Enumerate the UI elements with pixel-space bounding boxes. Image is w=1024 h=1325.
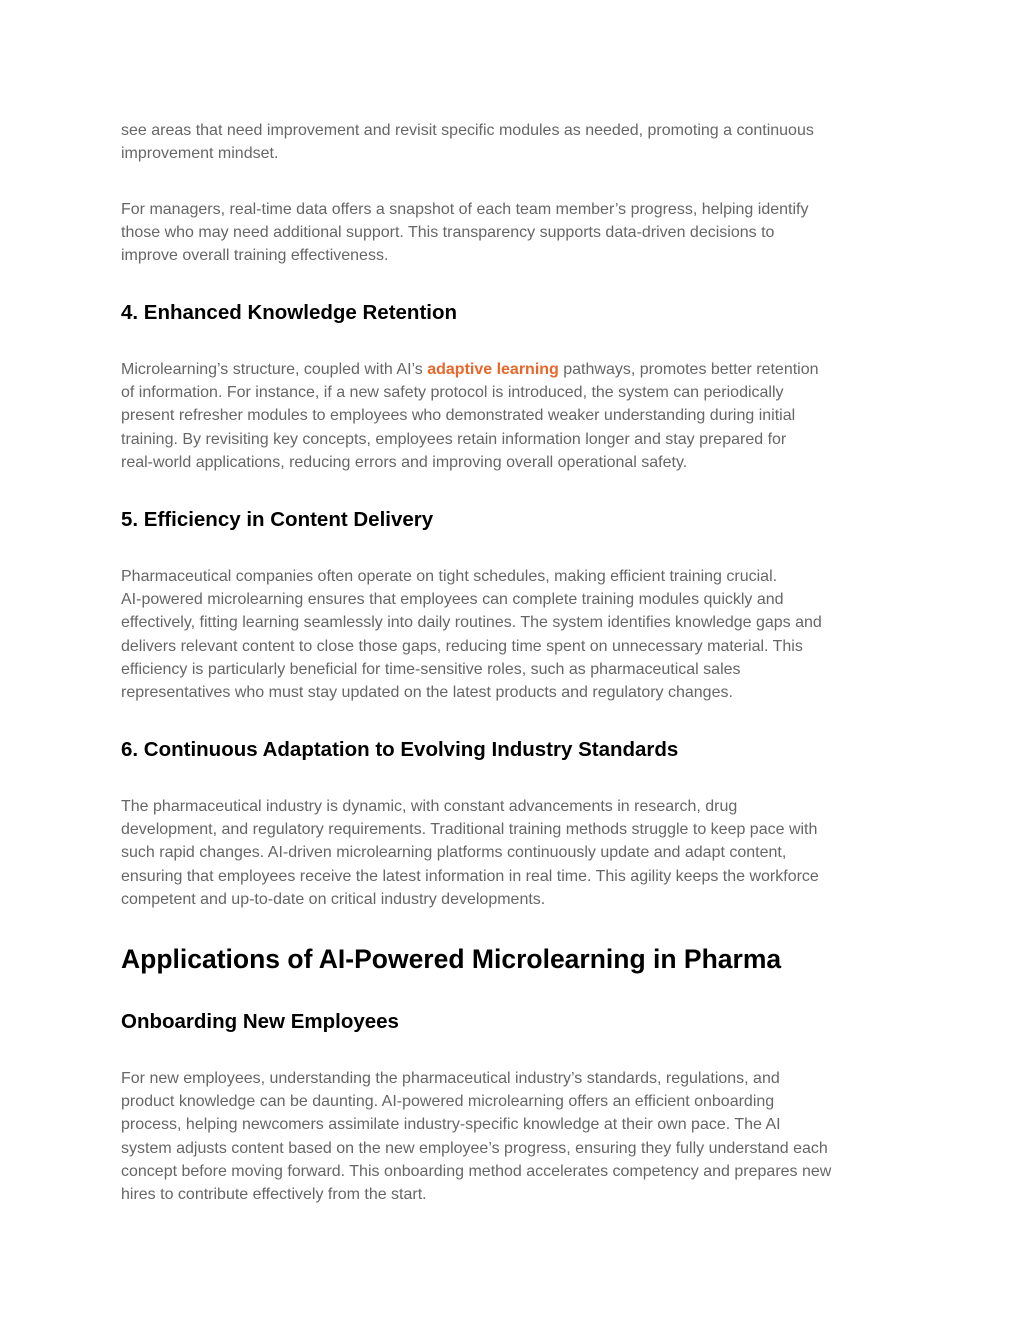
text-line: concept before moving forward. This onboarding method accelerates competency and prepares new — [121, 1162, 832, 1180]
text-line: those who may need additional support. This transparency supports data-driven decisions to — [121, 224, 775, 242]
text-line: delivers relevant content to close those gaps, reducing time spent on unnecessary material. This — [121, 637, 803, 655]
text-line: For managers, real-time data offers a snapshot of each team member’s progress, helping identify — [121, 201, 809, 218]
text-line: representatives who must stay updated on the latest products and regulatory changes. — [121, 684, 733, 702]
paragraph-industry-standards — [121, 795, 906, 911]
text-line: of information. For instance, if a new safety protocol is introduced, the system can periodically — [121, 384, 784, 402]
heading-applications: Applications of AI-Powered Microlearning in Pharma — [121, 944, 782, 974]
text-line: training. By revisiting key concepts, employees retain information longer and stay prepared for — [121, 430, 787, 448]
paragraph-knowledge-retention — [121, 358, 906, 474]
text-line: competent and up-to-date on critical industry developments. — [121, 890, 546, 908]
text-line: For new employees, understanding the pharmaceutical industry’s standards, regulations, and — [121, 1070, 780, 1087]
text-line: AI-powered microlearning ensures that employees can complete training modules quickly and — [121, 591, 784, 609]
paragraph-onboarding — [121, 1067, 906, 1206]
heading-content-delivery: 5. Efficiency in Content Delivery — [121, 508, 434, 531]
paragraph-improvement-mindset — [121, 119, 906, 165]
text-line: improvement mindset. — [121, 145, 279, 163]
text-line: hires to contribute effectively from the start. — [121, 1186, 427, 1204]
text-line: see areas that need improvement and revisit specific modules as needed, promoting a continuous — [121, 122, 814, 139]
text-line: development, and regulatory requirements. Traditional training methods struggle to keep pace with — [121, 821, 818, 839]
heading-onboarding: Onboarding New Employees — [121, 1010, 399, 1033]
text-fragment: Microlearning’s structure, coupled with AI’s — [121, 361, 428, 378]
text-line: present refresher modules to employees who demonstrated weaker understanding during initial — [121, 407, 796, 425]
text-line: process, helping newcomers assimilate industry-specific knowledge at their own pace. The AI — [121, 1116, 781, 1134]
text-line: system adjusts content based on the new employee’s progress, ensuring they fully understand each — [121, 1139, 828, 1157]
heading-industry-standards: 6. Continuous Adaptation to Evolving Industry Standards — [121, 738, 679, 761]
text-line: improve overall training effectiveness. — [121, 247, 389, 265]
paragraph-managers-data — [121, 198, 906, 268]
text-fragment: pathways, promotes better retention — [558, 361, 819, 378]
text-line: ensuring that employees receive the latest information in real time. This agility keeps the workforce — [121, 867, 819, 885]
text-line: Pharmaceutical companies often operate on tight schedules, making efficient training crucial. — [121, 568, 778, 585]
text-line — [121, 358, 906, 381]
paragraph-content-delivery — [121, 565, 906, 704]
text-line: real-world applications, reducing errors and improving overall operational safety. — [121, 453, 688, 471]
adaptive-learning-link[interactable]: adaptive learning — [427, 361, 559, 378]
text-line: The pharmaceutical industry is dynamic, with constant advancements in research, drug — [121, 798, 738, 815]
text-line: efficiency is particularly beneficial for time-sensitive roles, such as pharmaceutical sales — [121, 660, 741, 678]
text-line: such rapid changes. AI-driven microlearning platforms continuously update and adapt content, — [121, 844, 787, 862]
text-line: product knowledge can be daunting. AI-powered microlearning offers an efficient onboarding — [121, 1093, 775, 1111]
text-line: effectively, fitting learning seamlessly into daily routines. The system identifies knowledge gaps and — [121, 614, 822, 632]
heading-knowledge-retention: 4. Enhanced Knowledge Retention — [121, 301, 458, 324]
